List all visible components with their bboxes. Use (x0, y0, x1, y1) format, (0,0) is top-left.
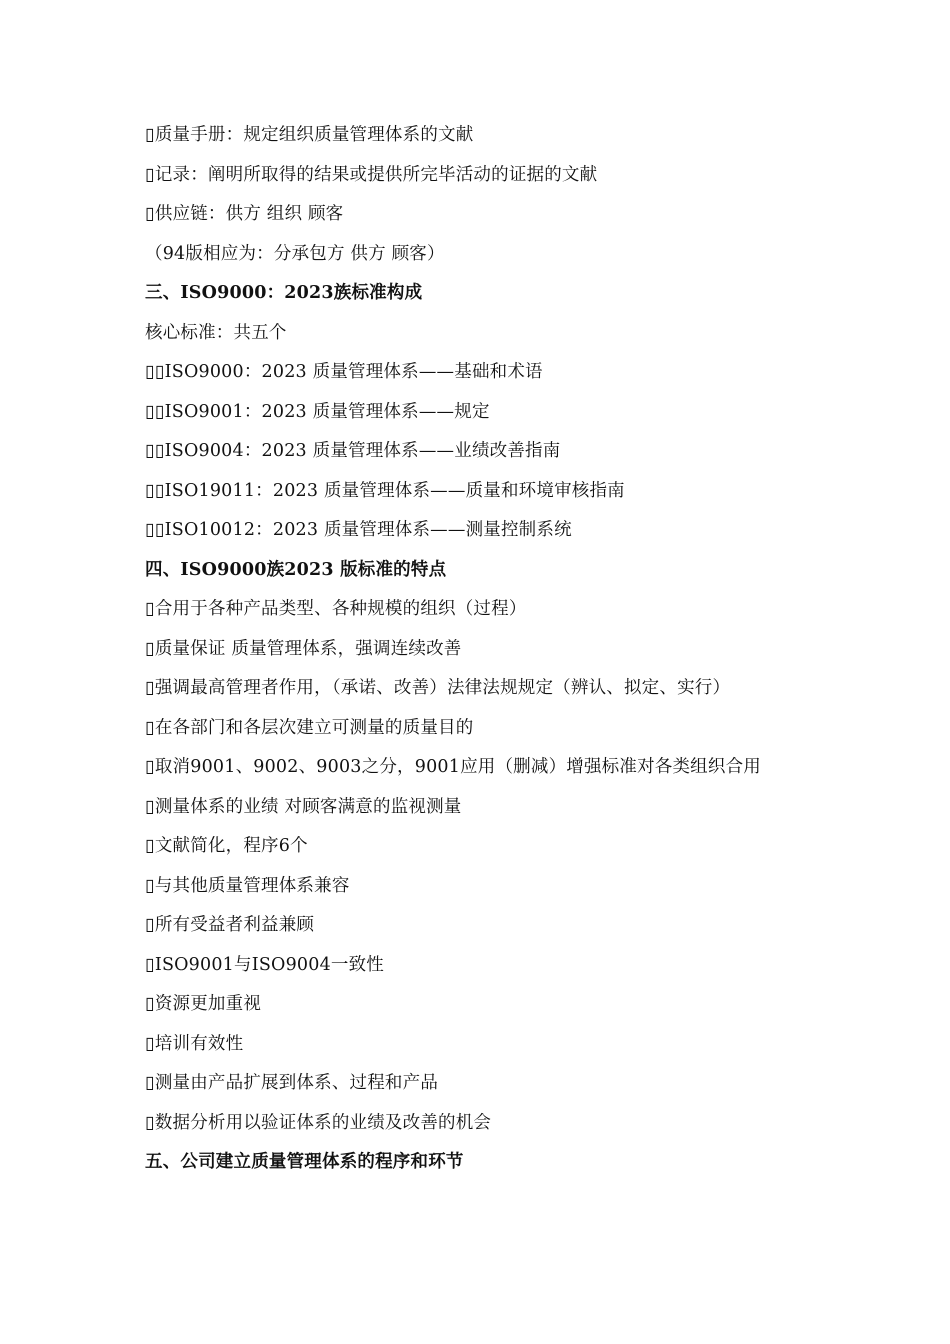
feature-item: ▯质量保证 质量管理体系，强调连续改善 (145, 638, 462, 659)
note-94-version: （94版相应为：分承包方 供方 顾客） (145, 243, 445, 264)
document-body (145, 116, 845, 1183)
bullet-supply-chain: ▯供应链：供方 组织 顾客 (145, 204, 344, 224)
feature-item: ▯数据分析用以验证体系的业绩及改善的机会 (145, 1112, 492, 1133)
feature-item: ▯文献简化，程序6个 (145, 836, 308, 856)
section-heading-3: 三、ISO9000：2023族标准构成 (145, 283, 423, 303)
feature-item: ▯培训有效性 (145, 1033, 244, 1054)
feature-item: ▯强调最高管理者作用，（承诺、改善）法律法规规定（辨认、拟定、实行） (145, 678, 731, 698)
core-standards-label: 核心标准：共五个 (145, 322, 287, 343)
feature-item: ▯所有受益者利益兼顾 (145, 915, 315, 935)
feature-item: ▯测量体系的业绩 对顾客满意的监视测量 (145, 796, 462, 817)
standard-iso9000: ▯▯ISO9000：2023 质量管理体系——基础和术语 (145, 362, 543, 382)
section-heading-5: 五、公司建立质量管理体系的程序和环节 (145, 1152, 464, 1172)
standard-iso10012: ▯▯ISO10012：2023 质量管理体系——测量控制系统 (145, 520, 572, 540)
section-heading-4: 四、ISO9000族2023 版标准的特点 (145, 559, 447, 580)
bullet-record: ▯记录：阐明所取得的结果或提供所完毕活动的证据的文献 (145, 164, 598, 185)
feature-item: ▯ISO9001与ISO9004一致性 (145, 954, 384, 975)
standard-iso9004: ▯▯ISO9004：2023 质量管理体系——业绩改善指南 (145, 441, 561, 461)
bullet-quality-manual: ▯质量手册：规定组织质量管理体系的文献 (145, 125, 474, 145)
feature-item: ▯在各部门和各层次建立可测量的质量目的 (145, 717, 474, 738)
feature-item: ▯测量由产品扩展到体系、过程和产品 (145, 1073, 439, 1093)
standard-iso9001: ▯▯ISO9001：2023 质量管理体系——规定 (145, 401, 490, 422)
feature-item: ▯与其他质量管理体系兼容 (145, 875, 350, 896)
feature-item: ▯取消9001、9002、9003之分，9001应用（删减）增强标准对各类组织合用 (145, 757, 761, 777)
feature-item: ▯合用于各种产品类型、各种规模的组织（过程） (145, 599, 527, 619)
feature-item: ▯资源更加重视 (145, 994, 262, 1014)
standard-iso19011: ▯▯ISO19011：2023 质量管理体系——质量和环境审核指南 (145, 480, 625, 501)
